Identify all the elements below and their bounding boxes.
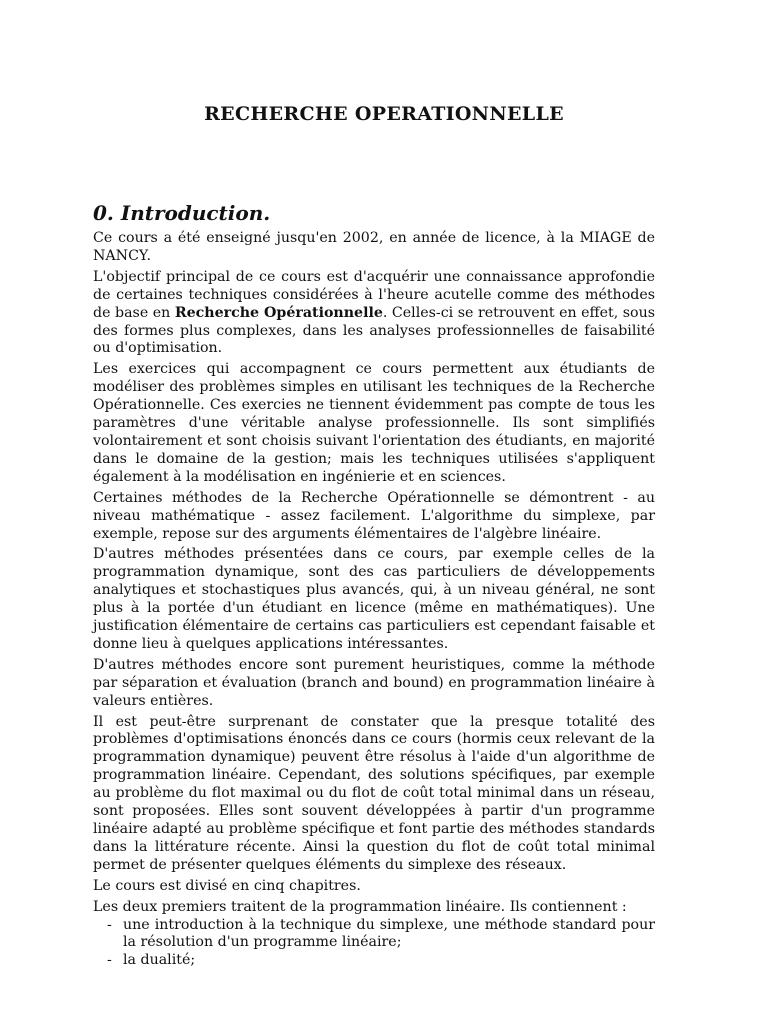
paragraph-exercises: Les exercices qui accompagnent ce cours permettent aux étudiants de modéliser des problèmes simples en utilisant les techniques de la Recherche Opérationnelle. Ces exercies ne tiennent évidemment pas compte de tous les paramètres d'une véritable analyse professionnelle. Ils sont simplifiés volontairement et sont choisis suivant l'orientation des étudiants, en majorité dans le domaine de la gestion; mais les techniques utilisées s'appliquent également à la modélisation en ingénierie et en sciences. (93, 361, 655, 485)
list-item (93, 917, 655, 953)
paragraph-linear-programming: Il est peut-être surprenant de constater que la presque totalité des problèmes d'optimisations énoncés dans ce cours (hormis ceux relevant de la programmation dynamique) peuvent être résolus à l'aide d'un algorithme de programmation linéaire. Cependant, des solutions spécifiques, par exemple au problème du flot maximal ou du flot de coût total minimal dans un réseau, sont proposées. Elles sont souvent développées à partir d'un programme linéaire adapté au problème spécifique et font partie des méthodes standards dans la littérature récente. Ainsi la question du flot de coût total minimal permet de présenter quelques éléments du simplexe des réseaux. (93, 713, 655, 873)
document-title: RECHERCHE OPERATIONNELLE (204, 103, 564, 125)
paragraph-objective (93, 269, 655, 359)
list-item (93, 952, 655, 970)
list-item-text: la dualité; (123, 952, 196, 969)
paragraph-heuristics: D'autres méthodes encore sont purement heuristiques, comme la méthode par séparation et évaluation (branch and bound) en programmation linéaire à valeurs entières. (93, 656, 655, 709)
objective-bold-term: Recherche Opérationnelle (174, 304, 383, 321)
paragraph-intro: Ce cours a été enseigné jusqu'en 2002, en année de licence, à la MIAGE de NANCY. (93, 230, 655, 264)
section-heading: 0. Introduction. (93, 201, 271, 225)
list-item-text: une introduction à la technique du simplexe, une méthode standard pour la résolution d'un programme linéaire; (123, 916, 655, 951)
objective-text-start: L'objectif principal de ce cours est d'acquérir une connaissance approfondie de certaines techniques considérées à l'heure acutelle comme des méthodes de base en (93, 268, 655, 321)
paragraph-methods: Certaines méthodes de la Recherche Opérationnelle se démontrent - au niveau mathématique - assez facilement. L'algorithme du simplexe, par exemple, repose sur des arguments élémentaires de l'algèbre linéaire. (93, 489, 655, 542)
paragraph-dynamic-programming: D'autres méthodes présentées dans ce cours, par exemple celles de la programmation dynamique, sont des cas particuliers de développements analytiques et stochastiques plus avancés, qui, à un niveau général, ne sont plus à la portée d'un étudiant en licence (même en mathématiques). Une justification élémentaire de certains cas particuliers est cependant faisable et donne lieu à quelques applications intéressantes. (93, 546, 655, 652)
document-body (93, 200, 655, 970)
list-marker: - (107, 916, 112, 933)
chapter-contents-list (93, 917, 655, 971)
paragraph-chapters: Le cours est divisé en cinq chapitres. (93, 877, 361, 894)
paragraph-first-chapters: Les deux premiers traitent de la programmation linéaire. Ils contiennent : (93, 898, 627, 915)
list-marker: - (107, 952, 112, 969)
objective-text-end: . Celles-ci se retrouvent en effet, sous des formes plus complexes, dans les analyses professionnelles de faisabilité ou d'optimisation. (93, 304, 655, 357)
